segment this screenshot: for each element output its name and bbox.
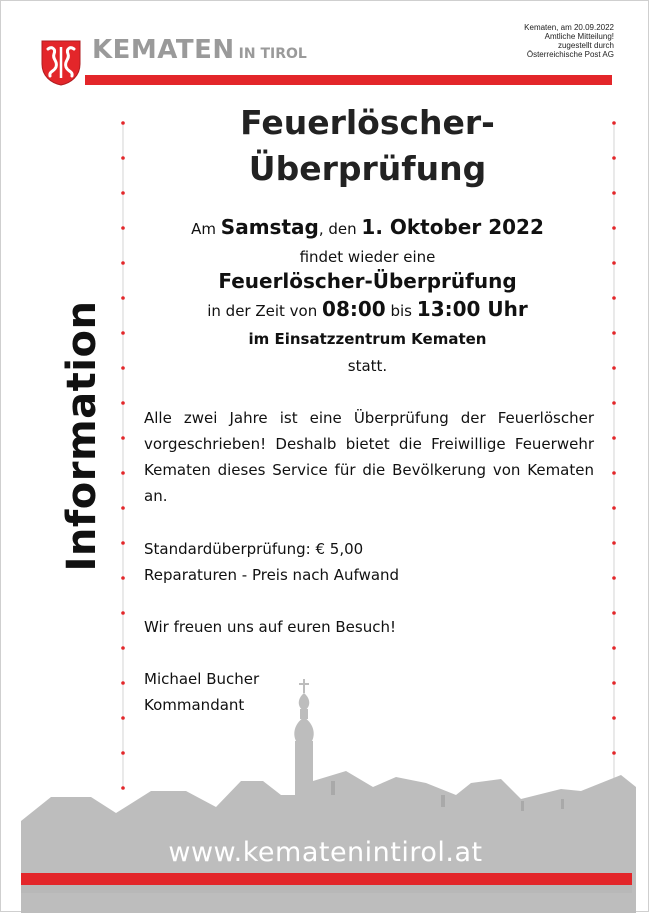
event-name: Feuerlöscher-Überprüfung [218, 269, 517, 293]
mailing-delivery: zugestellt durch [557, 41, 614, 50]
closing-line: Wir freuen uns auf euren Besuch! [144, 618, 396, 636]
event-time-from: 08:00 [322, 297, 386, 321]
event-date: 1. Oktober 2022 [361, 215, 544, 239]
mailing-notice: Amtliche Mitteilung! [544, 32, 614, 41]
price-repair: Reparaturen - Preis nach Aufwand [144, 566, 400, 584]
coat-of-arms-logo [41, 40, 81, 86]
website-url[interactable]: www.kematenintirol.at [168, 837, 483, 868]
mailing-carrier: Österreichische Post AG [526, 50, 614, 59]
title-line-2: Überprüfung [248, 149, 487, 188]
mailing-info [524, 23, 614, 59]
event-location: im Einsatzzentrum Kematen [248, 330, 487, 348]
title-line-1: Feuerlöscher- [240, 103, 495, 142]
brand-name: KEMATEN [92, 35, 235, 65]
event-statt: statt. [347, 357, 388, 375]
price-list [144, 536, 594, 588]
side-label-information: Information [59, 300, 105, 572]
event-date-line [141, 215, 594, 239]
footer-red-bar [21, 873, 632, 885]
price-standard: Standardüberprüfung: € 5,00 [144, 540, 364, 558]
info-paragraph: Alle zwei Jahre ist eine Überprüfung der Feuerlöscher vorgeschrieben! Deshalb bietet die Freiwillige Feuerwehr Kematen dieses Service für die Bevölkerung von Kematen an. [144, 409, 594, 505]
signer-name: Michael Bucher [144, 670, 260, 688]
header-red-bar [85, 75, 612, 85]
event-am: Am [191, 220, 217, 238]
event-intro: findet wieder eine [299, 248, 436, 266]
event-time-line [141, 297, 594, 321]
mailing-date: Kematen, am 20.09.2022 [524, 23, 614, 32]
event-time-prefix: in der Zeit von [207, 302, 318, 320]
footer-gray-strip [21, 885, 632, 893]
event-den: , den [318, 220, 357, 238]
brand-wordmark [92, 35, 307, 65]
event-time-bis: bis [390, 302, 412, 320]
event-time-to: 13:00 Uhr [416, 297, 528, 321]
brand-subtitle: IN TIROL [238, 46, 307, 62]
event-day: Samstag [220, 215, 319, 239]
signer-role: Kommandant [144, 696, 245, 714]
